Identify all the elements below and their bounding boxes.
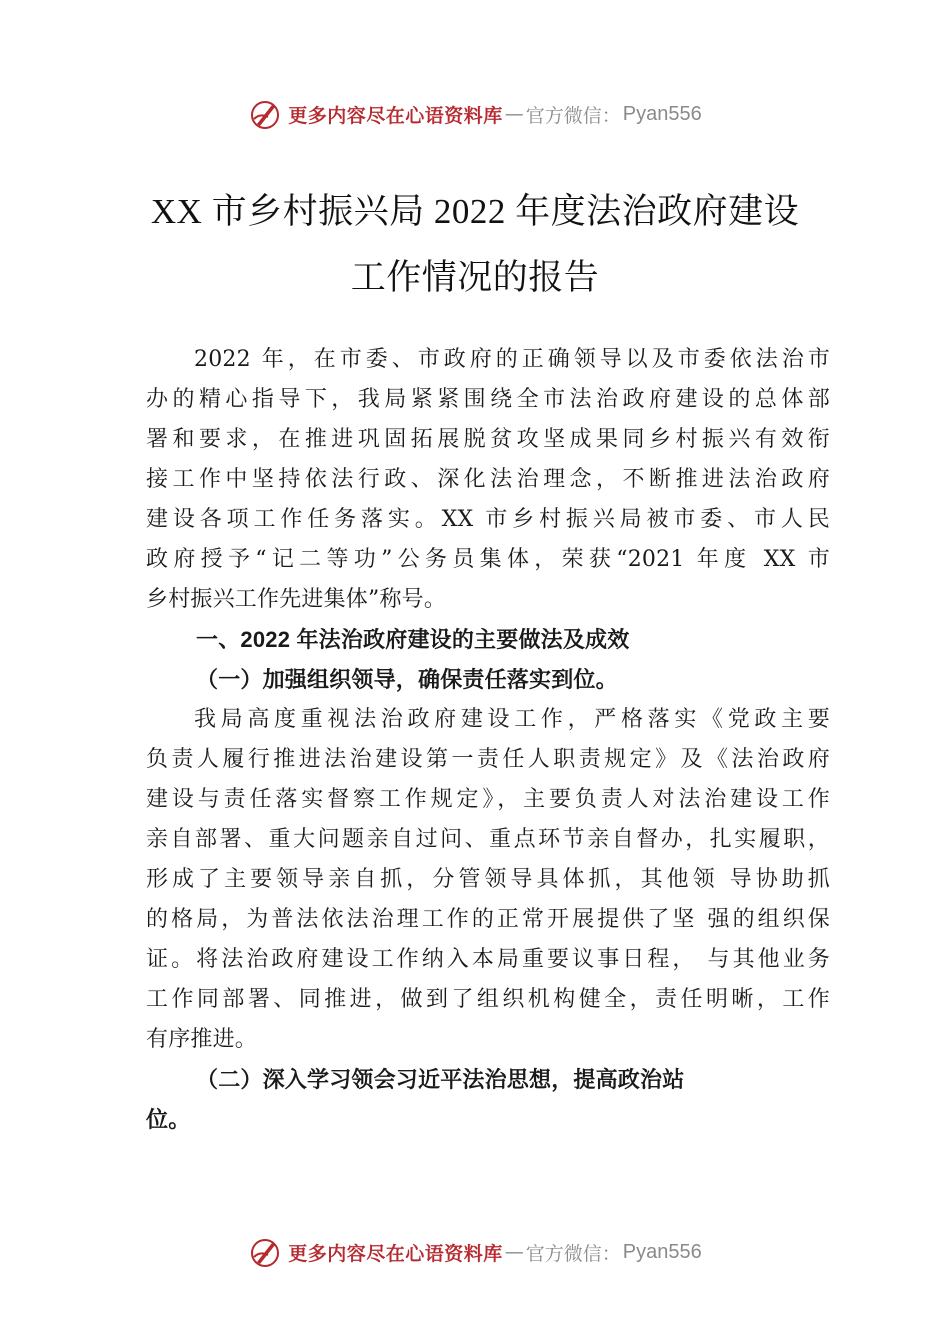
watermark-wechat-id: Pyan556 <box>622 102 702 125</box>
subsection-heading-2: （二）深入学习领会习近平法治思想，提高政治站 <box>196 1067 685 1093</box>
paragraph-line: 证。将法治政府建设工作纳入本局重要议事日程， 与其他业务 <box>146 947 830 972</box>
paragraph-line: 乡村振兴工作先进集体”称号。 <box>146 587 447 612</box>
paragraph-line: 的格局，为普法依法治理工作的正常开展提供了坚 强的组织保 <box>146 907 830 932</box>
paragraph-line: 建设与责任落实督察工作规定》，主要负责人对法治建设工作 <box>146 787 830 812</box>
paragraph-line: 接工作中坚持依法行政、深化法治理念，不断推进法治政府 <box>146 467 830 492</box>
watermark-brand-text: 更多内容尽在心语资料库 <box>288 1242 503 1265</box>
paragraph-line: 2022 年，在市委、市政府的正确领导以及市委依法治市 <box>194 347 830 372</box>
document-title-line-1: XX 市乡村振兴局 2022 年度法治政府建设 <box>150 192 800 231</box>
watermark-wechat-id: Pyan556 <box>622 1240 702 1263</box>
paragraph-line: 工作同部署、同推进，做到了组织机构健全，责任明晰，工作 <box>146 987 830 1012</box>
paragraph-line: 建设各项工作任务落实。XX 市乡村振兴局被市委、市人民 <box>146 507 830 532</box>
brush-logo-icon <box>248 97 282 131</box>
brush-logo-icon <box>248 1235 282 1269</box>
watermark-separator: — <box>504 1241 524 1263</box>
paragraph-line: 署和要求，在推进巩固拓展脱贫攻坚成果同乡村振兴有效衔 <box>146 427 830 452</box>
document-body <box>146 340 830 1140</box>
document-title-line-2: 工作情况的报告 <box>350 258 600 297</box>
paragraph-line: 我局高度重视法治政府建设工作，严格落实《党政主要 <box>194 707 830 732</box>
paragraph-line: 有序推进。 <box>146 1027 258 1052</box>
section-heading-1: 一、2022 年法治政府建设的主要做法及成效 <box>196 627 630 652</box>
paragraph-line: 负责人履行推进法治建设第一责任人职责规定》及《法治政府 <box>146 747 830 772</box>
watermark-separator: — <box>504 103 524 125</box>
paragraph-line: 亲自部署、重大问题亲自过问、重点环节亲自督办，扎实履职， <box>146 827 830 852</box>
paragraph-line: 办的精心指导下，我局紧紧围绕全市法治政府建设的总体部 <box>146 387 830 412</box>
paragraph-line: 政府授予“记二等功”公务员集体，荣获“2021 年度 XX 市 <box>146 547 830 572</box>
subsection-heading-2-cont: 位。 <box>146 1107 191 1133</box>
watermark-wechat-label: 官方微信： <box>525 1242 621 1265</box>
footer-watermark <box>0 1232 950 1272</box>
header-watermark <box>0 94 950 134</box>
watermark-wechat-label: 官方微信： <box>525 104 621 127</box>
subsection-heading-1: （一）加强组织领导，确保责任落实到位。 <box>196 667 618 693</box>
watermark-brand-text: 更多内容尽在心语资料库 <box>288 104 503 127</box>
paragraph-line: 形成了主要领导亲自抓，分管领导具体抓，其他领 导协助抓 <box>146 867 830 892</box>
